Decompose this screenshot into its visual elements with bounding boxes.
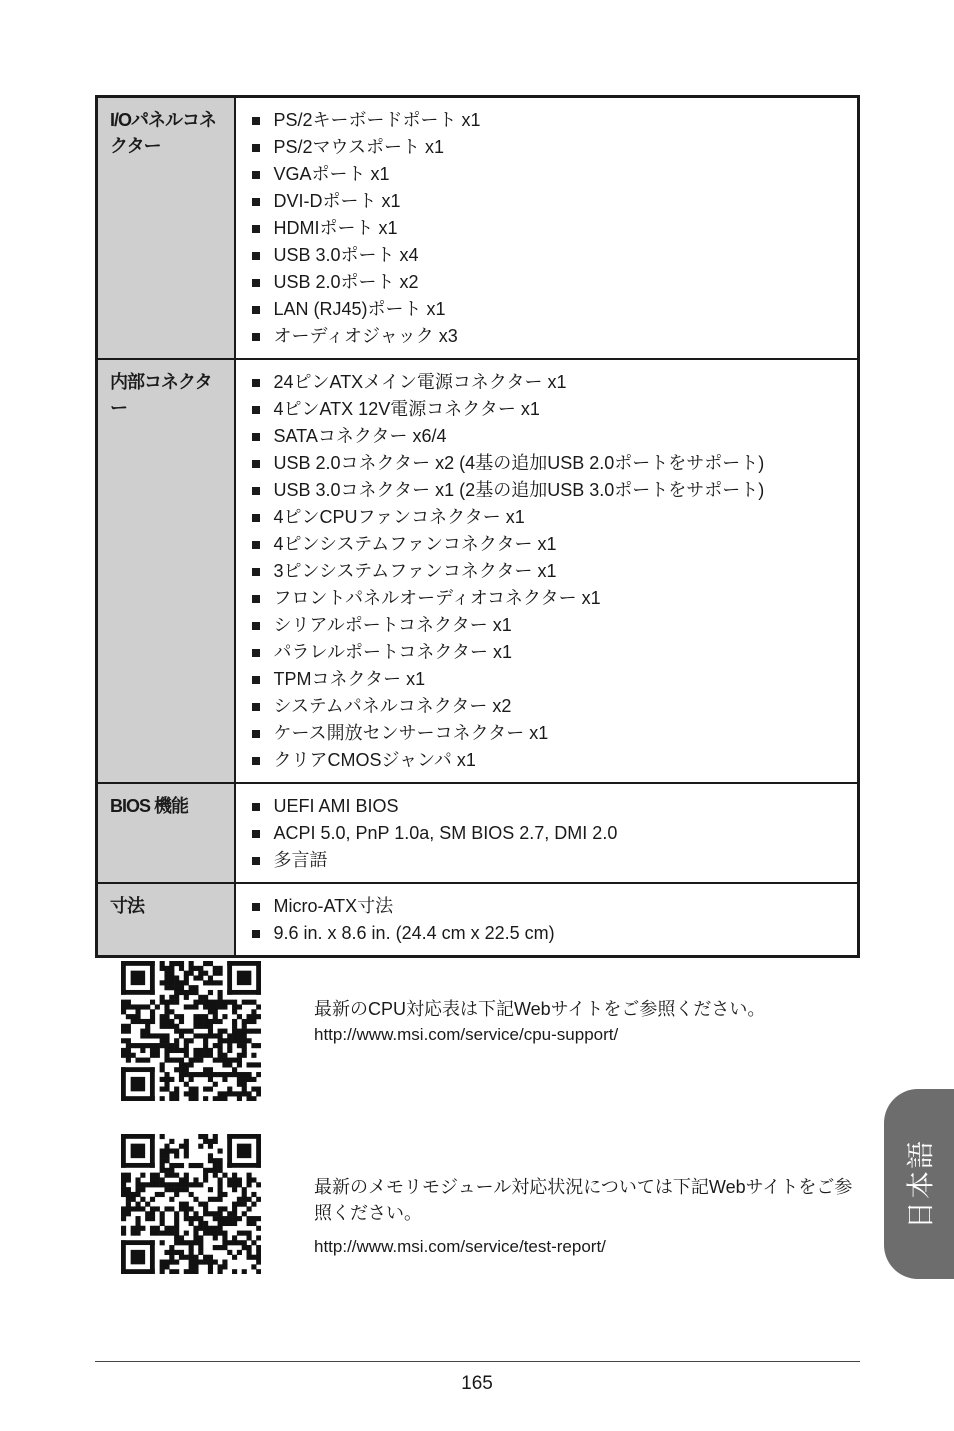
list-item: Micro-ATX寸法 — [250, 893, 858, 920]
list-item: ケース開放センサーコネクター x1 — [250, 720, 858, 747]
list-item: SATAコネクター x6/4 — [250, 423, 858, 450]
list-item: TPMコネクター x1 — [250, 666, 858, 693]
list-item: UEFI AMI BIOS — [250, 793, 858, 820]
list-item: シリアルポートコネクター x1 — [250, 612, 858, 639]
memory-report-link[interactable]: http://www.msi.com/service/test-report/ — [314, 1237, 606, 1256]
cpu-support-qr-code-icon — [121, 961, 261, 1101]
list-item: 9.6 in. x 8.6 in. (24.4 cm x 22.5 cm) — [250, 920, 858, 947]
cpu-support-text: 最新のCPU対応表は下記Webサイトをご参照ください。 — [314, 999, 766, 1019]
list-item: HDMIポート x1 — [250, 215, 858, 242]
memory-report-qr-code-icon — [121, 1134, 261, 1274]
list-item: VGAポート x1 — [250, 161, 858, 188]
list-item: システムパネルコネクター x2 — [250, 693, 858, 720]
list-item: PS/2マウスポート x1 — [250, 134, 858, 161]
list-item: 4ピンシステムファンコネクター x1 — [250, 531, 858, 558]
list-item: フロントパネルオーディオコネクター x1 — [250, 585, 858, 612]
language-tab-label: 日本語 — [905, 1138, 936, 1230]
list-item: DVI-Dポート x1 — [250, 188, 858, 215]
list-item: 3ピンシステムファンコネクター x1 — [250, 558, 858, 585]
cpu-support-note — [314, 996, 854, 1048]
cpu-support-link[interactable]: http://www.msi.com/service/cpu-support/ — [314, 1025, 619, 1044]
list-item: パラレルポートコネクター x1 — [250, 639, 858, 666]
list-item: 4ピンCPUファンコネクター x1 — [250, 504, 858, 531]
list-item: USB 2.0ポート x2 — [250, 269, 858, 296]
list-item: 24ピンATXメイン電源コネクター x1 — [250, 369, 858, 396]
memory-report-text: 最新のメモリモジュール対応状況については下記Webサイトをご参照ください。 — [314, 1177, 853, 1223]
spec-list — [250, 893, 858, 947]
spec-row-internal — [97, 359, 859, 783]
spec-table — [95, 95, 860, 958]
spec-row-dimensions — [97, 883, 859, 957]
spec-label: 寸法 — [97, 883, 235, 957]
spec-row-io — [97, 97, 859, 360]
list-item: USB 3.0ポート x4 — [250, 242, 858, 269]
language-tab — [884, 1089, 954, 1279]
spec-label: BIOS 機能 — [97, 783, 235, 883]
list-item: オーディオジャック x3 — [250, 323, 858, 350]
list-item: USB 2.0コネクター x2 (4基の追加USB 2.0ポートをサポート) — [250, 450, 858, 477]
list-item: USB 3.0コネクター x1 (2基の追加USB 3.0ポートをサポート) — [250, 477, 858, 504]
footer-divider — [95, 1361, 860, 1362]
spec-list — [250, 107, 858, 350]
list-item: 4ピンATX 12V電源コネクター x1 — [250, 396, 858, 423]
list-item: LAN (RJ45)ポート x1 — [250, 296, 858, 323]
list-item: クリアCMOSジャンパ x1 — [250, 747, 858, 774]
spec-label: I/Oパネルコネクター — [97, 97, 235, 360]
spec-label: 内部コネクター — [97, 359, 235, 783]
spec-row-bios — [97, 783, 859, 883]
list-item: 多言語 — [250, 847, 858, 874]
list-item: PS/2キーボードポート x1 — [250, 107, 858, 134]
page-number: 165 — [461, 1373, 493, 1394]
memory-report-note — [314, 1174, 854, 1260]
spec-list — [250, 793, 858, 874]
spec-list — [250, 369, 858, 774]
list-item: ACPI 5.0, PnP 1.0a, SM BIOS 2.7, DMI 2.0 — [250, 820, 858, 847]
